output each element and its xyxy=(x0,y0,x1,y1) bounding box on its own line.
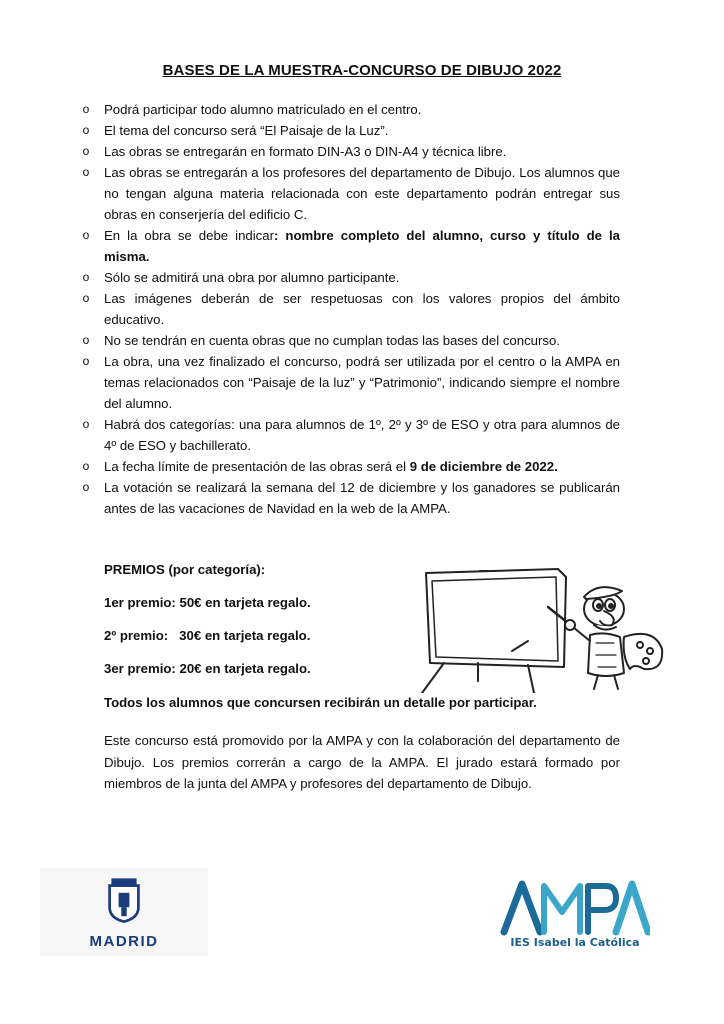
bullet-icon: o xyxy=(82,354,90,368)
bullet-icon: o xyxy=(82,480,90,494)
participation-gift-note: Todos los alumnos que concursen recibirán un detalle por participar. xyxy=(104,695,537,710)
rule-item: o El tema del concurso será “El Paisaje de la Luz”. xyxy=(104,120,620,141)
prizes-heading: PREMIOS (por categoría): xyxy=(104,562,266,577)
rules-list xyxy=(82,99,620,519)
rule-item: o La fecha límite de presentación de las obras será el 9 de diciembre de 2022. xyxy=(104,456,620,477)
painter-easel-illustration xyxy=(408,551,666,693)
rule-item: o Las imágenes deberán de ser respetuosas con los valores propios del ámbito educativo. xyxy=(104,288,620,330)
rule-item: o La votación se realizará la semana del 12 de diciembre y los ganadores se publicarán antes de las vacaciones de Navidad en la web de la AMPA. xyxy=(104,477,620,519)
rule-item: o Sólo se admitirá una obra por alumno participante. xyxy=(104,267,620,288)
bullet-icon: o xyxy=(82,123,90,137)
rule-item: o Las obras se entregarán en formato DIN-A3 o DIN-A4 y técnica libre. xyxy=(104,141,620,162)
madrid-coat-of-arms-icon xyxy=(106,874,142,926)
ampa-logo xyxy=(500,876,650,956)
madrid-logo-text: MADRID xyxy=(89,933,159,950)
rule-item: o Habrá dos categorías: una para alumnos de 1º, 2º y 3º de ESO y otra para alumnos de 4º de ESO y bachillerato. xyxy=(104,414,620,456)
second-prize: 2º premio: 30€ en tarjeta regalo. xyxy=(104,628,311,643)
madrid-logo xyxy=(40,868,208,956)
document-title: BASES DE LA MUESTRA-CONCURSO DE DIBUJO 2022 xyxy=(162,62,562,79)
rule-item: o No se tendrán en cuenta obras que no cumplan todas las bases del concurso. xyxy=(104,330,620,351)
bullet-icon: o xyxy=(82,228,90,242)
bullet-icon: o xyxy=(82,144,90,158)
bullet-icon: o xyxy=(82,333,90,347)
first-prize: 1er premio: 50€ en tarjeta regalo. xyxy=(104,595,311,610)
bullet-icon: o xyxy=(82,417,90,431)
rule-item: o La obra, una vez finalizado el concurso, podrá ser utilizada por el centro o la AMPA en temas relacionados con “Paisaje de la luz” y “Patrimonio”, indicando siempre el nombre del alumno. xyxy=(104,351,620,414)
ampa-letters-logo xyxy=(500,876,650,936)
bullet-icon: o xyxy=(82,291,90,305)
third-prize: 3er premio: 20€ en tarjeta regalo. xyxy=(104,661,311,676)
bullet-icon: o xyxy=(82,102,90,116)
bullet-icon: o xyxy=(82,165,90,179)
closing-paragraph: Este concurso está promovido por la AMPA y con la colaboración del departamento de Dibujo. Los premios correrán a cargo de la AMPA. El jurado estará formado por miembros de la junta del AMPA y profesores del departamento de Dibujo. xyxy=(104,733,620,791)
ampa-caption: IES Isabel la Católica xyxy=(510,936,640,949)
bullet-icon: o xyxy=(82,270,90,284)
rule-item: o Podrá participar todo alumno matriculado en el centro. xyxy=(104,99,620,120)
rule-item: o Las obras se entregarán a los profesores del departamento de Dibujo. Los alumnos que no tengan alguna materia relacionada con este departamento podrán entregar sus obras en conserjería del edificio C. xyxy=(104,162,620,225)
bullet-icon: o xyxy=(82,459,90,473)
rule-item: o En la obra se debe indicar: nombre completo del alumno, curso y título de la misma. xyxy=(104,225,620,267)
